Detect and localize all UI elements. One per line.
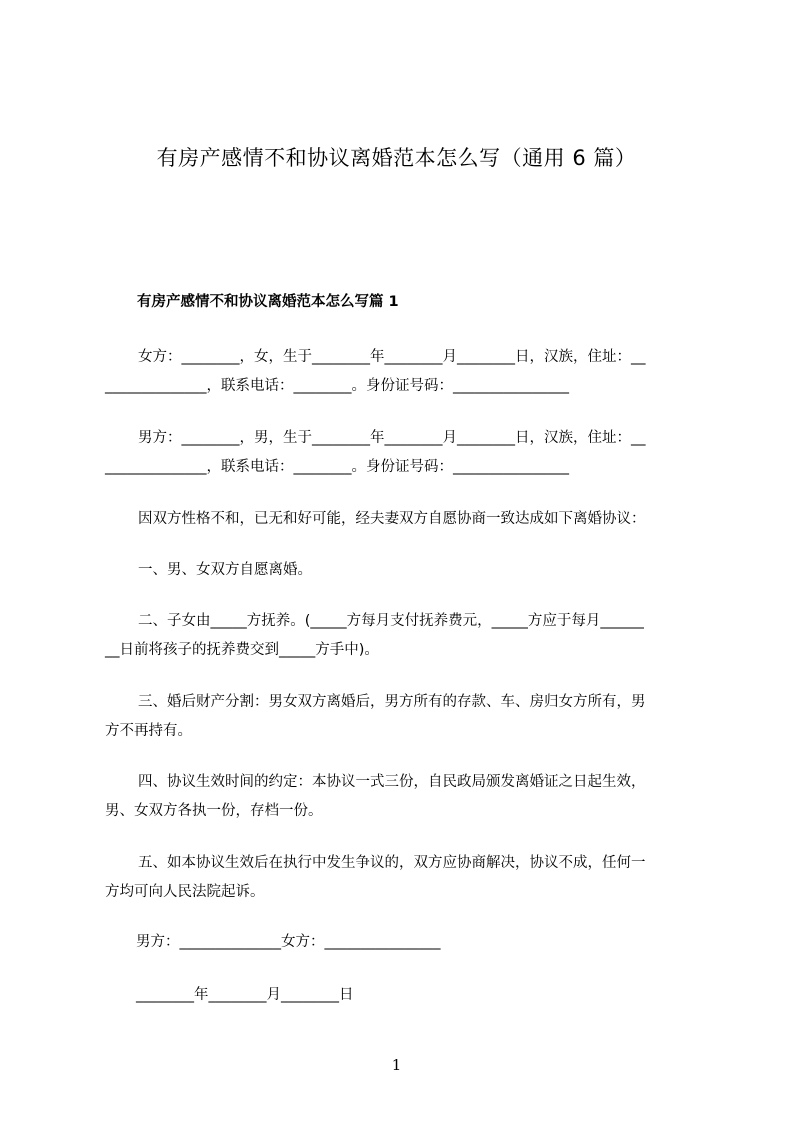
husband-info-line-1: 男方：________，男，生于________年________月________日，汉族，住址：__ [138,430,646,446]
clause-4-line-1: 四、协议生效时间的约定：本协议一式三份，自民政局颁发离婚证之日起生效， [138,774,646,790]
wife-info-line-1: 女方：________，女，生于________年________月________日，汉族，住址：__ [138,349,646,365]
signature-paragraph [105,928,705,957]
date-paragraph [105,981,705,1010]
clause-3-line-2: 方不再持有。 [105,723,192,739]
clause-4-paragraph [105,768,705,826]
husband-info-paragraph [105,424,705,482]
clause-5-line-1: 五、如本协议生效后在执行中发生争议的，双方应协商解决，协议不成，任何一 [138,855,646,871]
document-title: 有房产感情不和协议离婚范本怎么写（通用 6 篇） [156,146,637,170]
clause-4-line-2: 男、女双方各执一份，存档一份。 [105,803,323,819]
clause-3-paragraph [105,688,705,746]
clause-5-paragraph [105,849,705,907]
page-number: 1 [391,1056,402,1074]
husband-info-line-2: ______________，联系电话：________。身份证号码：________________ [105,459,569,475]
section-heading: 有房产感情不和协议离婚范本怎么写篇 1 [137,294,399,310]
clause-3-line-1: 三、婚后财产分割：男女双方离婚后，男方所有的存款、车、房归女方所有，男 [138,694,646,710]
wife-info-paragraph [105,343,705,401]
date-line: ________年________月________日 [136,987,354,1003]
clause-5-line-2: 方均可向人民法院起诉。 [105,884,265,900]
reason-paragraph [105,505,705,534]
clause-2-paragraph [105,607,705,665]
clause-2-line-2: __日前将孩子的抚养费交到_____方手中)。 [105,642,379,658]
wife-info-line-2: ______________，联系电话：________。身份证号码：________________ [105,378,569,394]
clause-1-text: 一、男、女双方自愿离婚。 [138,562,312,578]
signature-line: 男方：______________女方：________________ [136,934,441,950]
clause-2-line-1: 二、子女由_____方抚养。(_____方每月支付抚养费元，_____方应于每月______ [138,613,644,629]
reason-text: 因双方性格不和，已无和好可能，经夫妻双方自愿协商一致达成如下离婚协议： [138,511,646,527]
clause-1-paragraph [105,556,705,585]
